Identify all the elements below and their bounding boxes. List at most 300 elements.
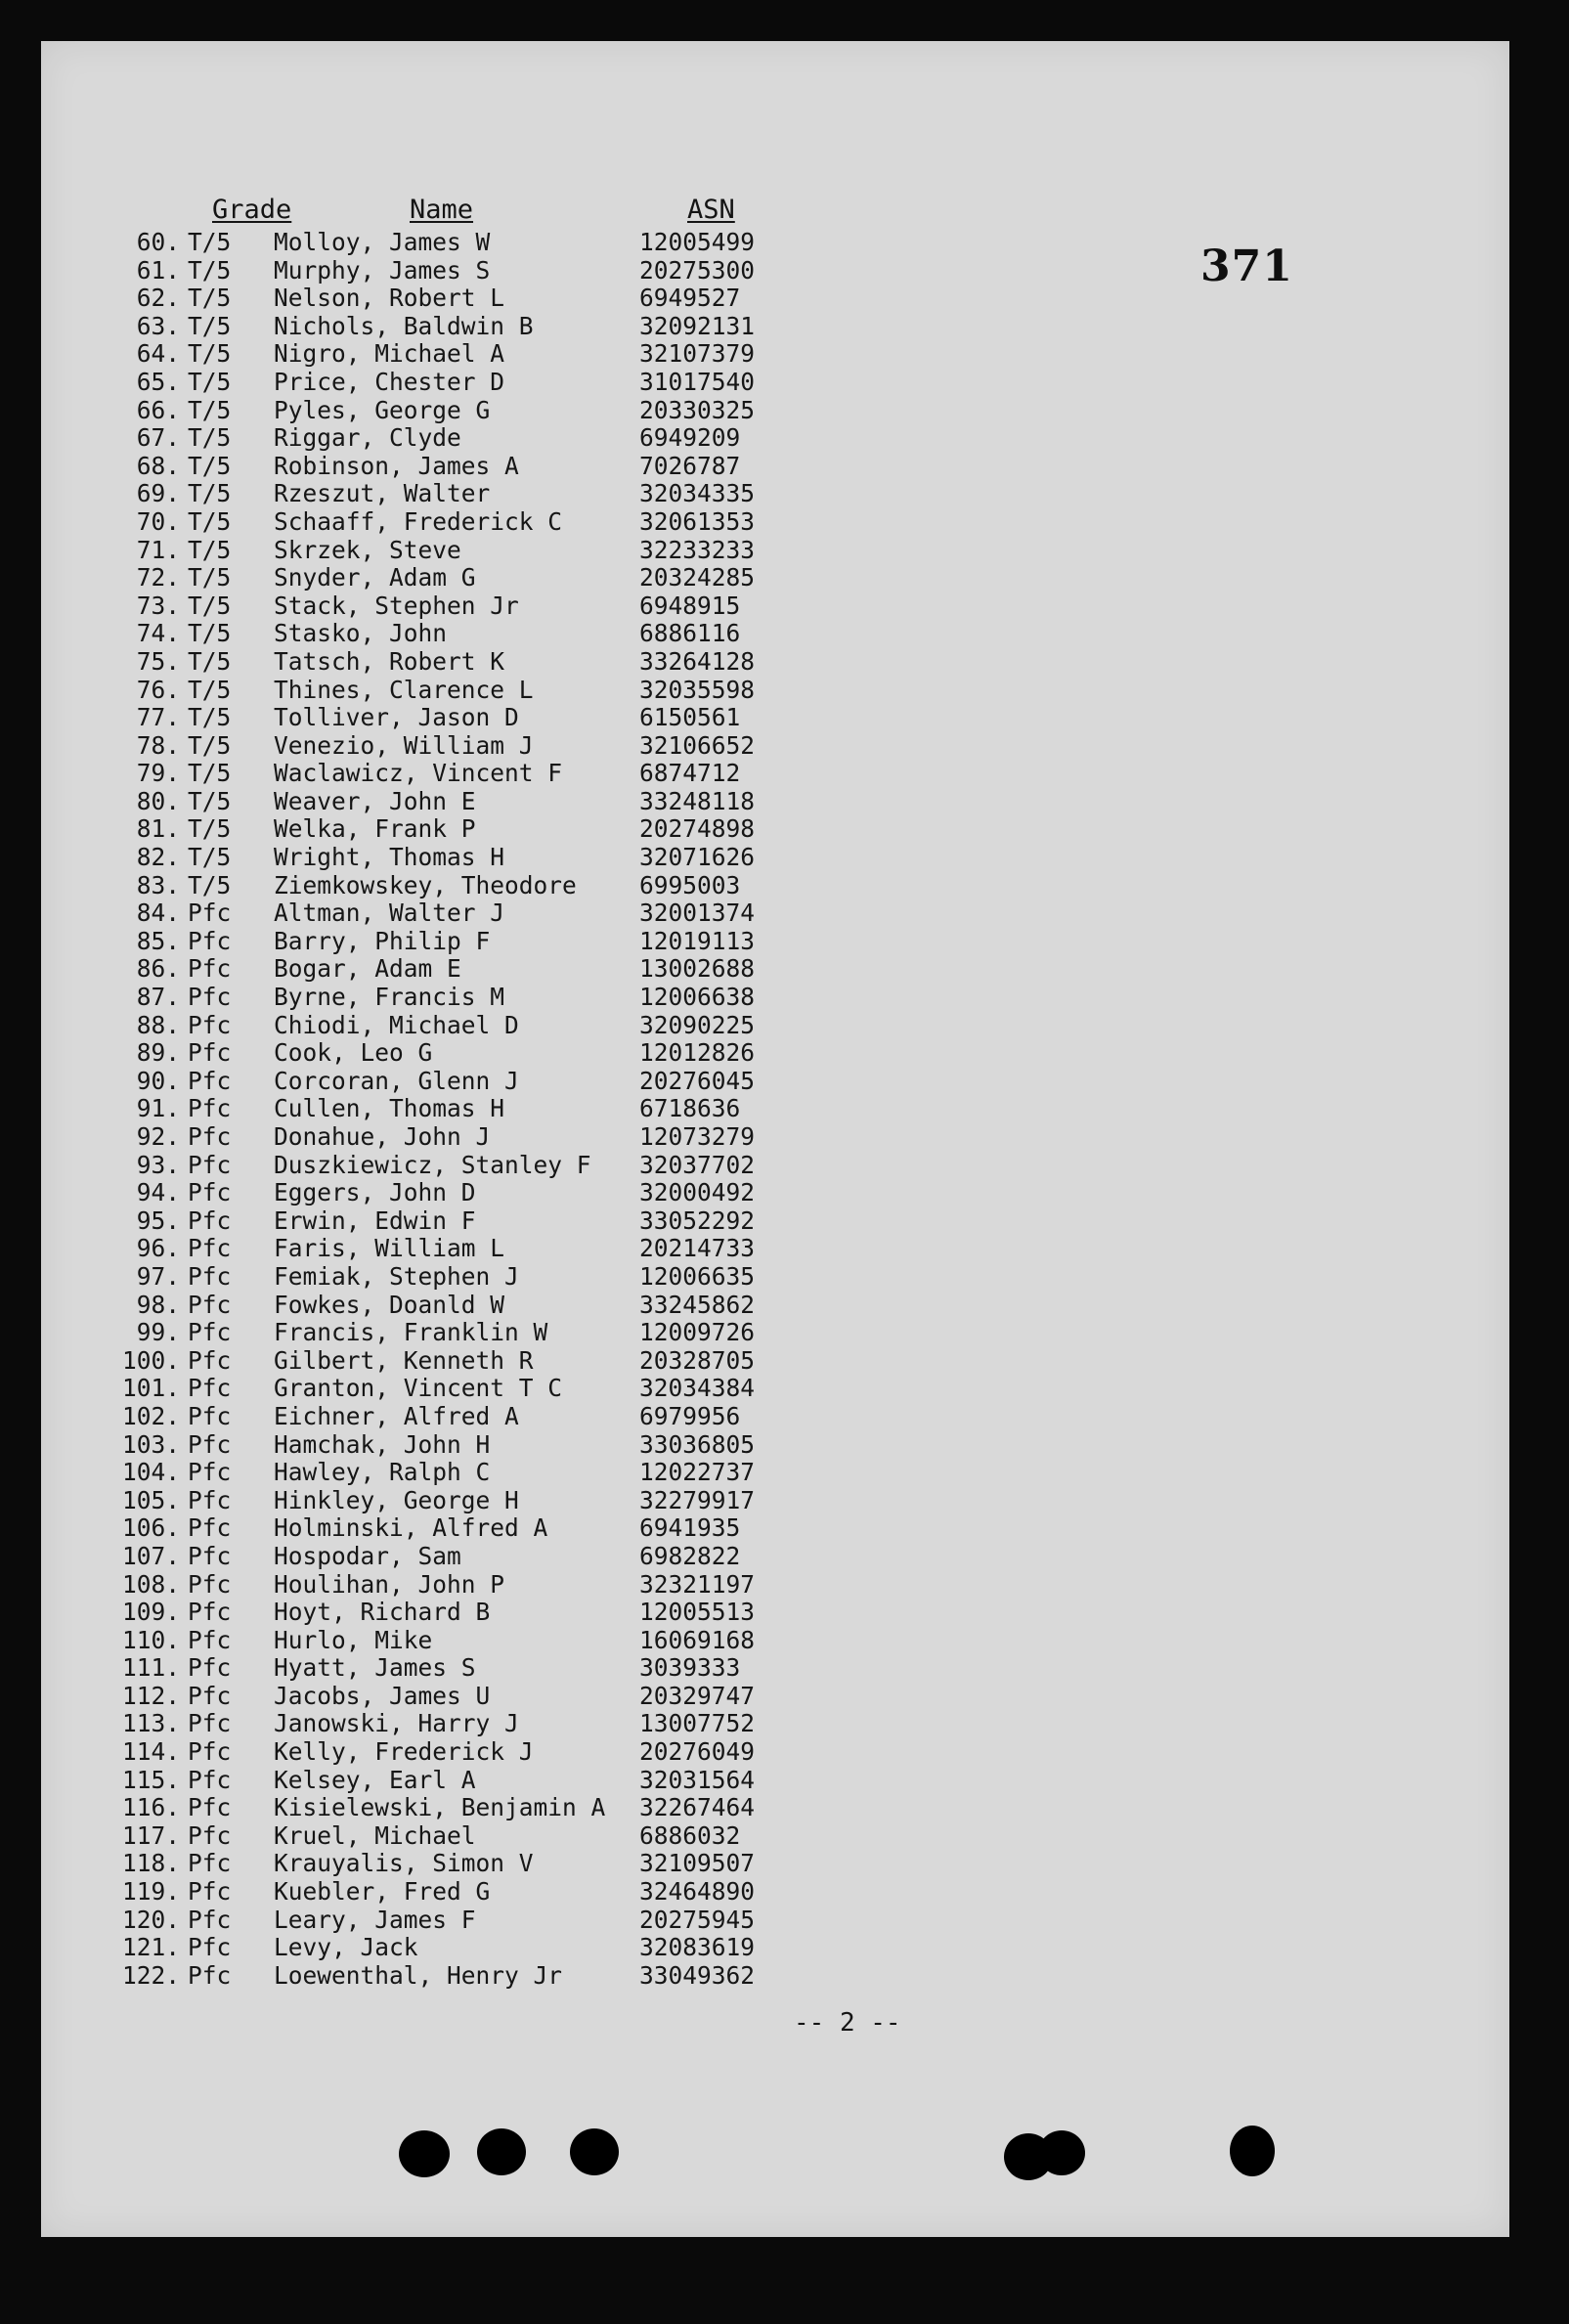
row-asn: 31017540 [639, 367, 756, 396]
row-number: 84. [136, 899, 180, 928]
row-asn: 6949209 [639, 423, 741, 453]
row-number: 110. [121, 1625, 180, 1654]
row-grade: Pfc [188, 1401, 232, 1430]
row-number: 107. [121, 1541, 180, 1570]
row-asn: 32035598 [639, 675, 756, 704]
row-number: 102. [121, 1401, 180, 1430]
roster-row [41, 1207, 882, 1236]
row-name: Welka, Frank P [274, 814, 476, 844]
row-number: 74. [136, 619, 180, 648]
row-name: Hamchak, John H [274, 1429, 491, 1459]
row-number: 111. [121, 1653, 180, 1683]
row-number: 81. [136, 814, 180, 844]
row-name: Fowkes, Doanld W [274, 1290, 505, 1319]
row-asn: 6982822 [639, 1541, 741, 1570]
row-name: Murphy, James S [274, 255, 491, 285]
row-name: Wright, Thomas H [274, 843, 505, 872]
row-asn: 20214733 [639, 1234, 756, 1263]
row-number: 108. [121, 1569, 180, 1599]
punch-hole [399, 2130, 450, 2177]
row-grade: Pfc [188, 1290, 232, 1319]
row-asn: 6949527 [639, 284, 741, 313]
row-grade: T/5 [188, 870, 232, 899]
row-number: 61. [136, 255, 180, 285]
row-number: 77. [136, 703, 180, 732]
row-name: Venezio, William J [274, 730, 534, 760]
row-name: Bogar, Adam E [274, 954, 461, 984]
row-name: Robinson, James A [274, 451, 519, 480]
roster-row [41, 592, 882, 621]
row-name: Nelson, Robert L [274, 284, 505, 313]
row-number: 93. [136, 1150, 180, 1179]
row-grade: T/5 [188, 339, 232, 369]
row-grade: Pfc [188, 1709, 232, 1738]
row-number: 71. [136, 535, 180, 564]
roster-row [41, 1822, 882, 1851]
row-grade: T/5 [188, 703, 232, 732]
row-grade: Pfc [188, 1010, 232, 1039]
row-asn: 20275945 [639, 1905, 756, 1934]
row-number: 89. [136, 1038, 180, 1068]
row-asn: 12022737 [639, 1458, 756, 1487]
asn-header: ASN [687, 195, 735, 225]
row-grade: Pfc [188, 1429, 232, 1459]
row-grade: Pfc [188, 1261, 232, 1291]
row-asn: 32107379 [639, 339, 756, 369]
row-number: 103. [121, 1429, 180, 1459]
roster-row [41, 369, 882, 397]
row-grade: Pfc [188, 1374, 232, 1403]
row-grade: T/5 [188, 423, 232, 453]
row-name: Chiodi, Michael D [274, 1010, 519, 1039]
roster-row [41, 1767, 882, 1795]
row-grade: T/5 [188, 451, 232, 480]
row-number: 118. [121, 1849, 180, 1878]
row-name: Altman, Walter J [274, 899, 505, 928]
row-name: Stasko, John [274, 619, 448, 648]
row-asn: 12006635 [639, 1261, 756, 1291]
row-grade: T/5 [188, 395, 232, 424]
row-asn: 32092131 [639, 311, 756, 340]
row-number: 98. [136, 1290, 180, 1319]
row-name: Thines, Clarence L [274, 675, 534, 704]
row-asn: 20276045 [639, 1066, 756, 1095]
row-number: 112. [121, 1681, 180, 1710]
row-name: Levy, Jack [274, 1933, 418, 1962]
row-name: Janowski, Harry J [274, 1709, 519, 1738]
row-name: Kelly, Frederick J [274, 1737, 534, 1767]
row-name: Francis, Franklin W [274, 1318, 548, 1347]
row-asn: 33049362 [639, 1960, 756, 1990]
row-asn: 32034384 [639, 1374, 756, 1403]
row-name: Houlihan, John P [274, 1569, 505, 1599]
row-grade: Pfc [188, 1849, 232, 1878]
row-asn: 20274898 [639, 814, 756, 844]
row-name: Holminski, Alfred A [274, 1513, 548, 1543]
row-name: Cullen, Thomas H [274, 1094, 505, 1123]
row-number: 60. [136, 228, 180, 256]
roster-row [41, 257, 882, 285]
roster-row [41, 1878, 882, 1907]
roster-row [41, 424, 882, 453]
roster-row [41, 1794, 882, 1822]
roster-row [41, 815, 882, 844]
row-name: Gilbert, Kenneth R [274, 1345, 534, 1375]
row-name: Byrne, Francis M [274, 983, 505, 1012]
row-number: 105. [121, 1485, 180, 1514]
row-number: 80. [136, 786, 180, 815]
row-number: 62. [136, 284, 180, 313]
roster-row [41, 788, 882, 816]
row-name: Loewenthal, Henry Jr [274, 1960, 563, 1990]
row-grade: Pfc [188, 1094, 232, 1123]
row-name: Tolliver, Jason D [274, 703, 519, 732]
row-name: Schaaff, Frederick C [274, 506, 563, 536]
roster-row [41, 620, 882, 648]
row-asn: 20324285 [639, 563, 756, 592]
row-asn: 20330325 [639, 395, 756, 424]
roster-row [41, 1907, 882, 1935]
row-asn: 33036805 [639, 1429, 756, 1459]
row-asn: 32000492 [639, 1178, 756, 1207]
row-number: 64. [136, 339, 180, 369]
row-number: 114. [121, 1737, 180, 1767]
row-name: Weaver, John E [274, 786, 476, 815]
row-name: Erwin, Edwin F [274, 1206, 476, 1235]
row-name: Price, Chester D [274, 367, 505, 396]
row-name: Eggers, John D [274, 1178, 476, 1207]
roster-row [41, 955, 882, 984]
row-grade: T/5 [188, 563, 232, 592]
row-asn: 32061353 [639, 506, 756, 536]
row-number: 104. [121, 1458, 180, 1487]
row-number: 113. [121, 1709, 180, 1738]
row-asn: 12009726 [639, 1318, 756, 1347]
row-asn: 32233233 [639, 535, 756, 564]
row-number: 82. [136, 843, 180, 872]
row-grade: Pfc [188, 1122, 232, 1151]
row-asn: 32279917 [639, 1485, 756, 1514]
punch-hole [1230, 2126, 1275, 2176]
row-grade: Pfc [188, 983, 232, 1012]
roster-row [41, 1962, 882, 1991]
row-name: Duszkiewicz, Stanley F [274, 1150, 591, 1179]
row-number: 75. [136, 646, 180, 676]
row-number: 117. [121, 1820, 180, 1850]
row-name: Molloy, James W [274, 228, 491, 256]
row-grade: Pfc [188, 1765, 232, 1794]
punch-hole [477, 2128, 526, 2175]
row-name: Cook, Leo G [274, 1038, 433, 1068]
roster-row [41, 1654, 882, 1683]
roster-row [41, 1599, 882, 1627]
row-name: Stack, Stephen Jr [274, 591, 519, 620]
row-asn: 32034335 [639, 479, 756, 508]
row-grade: T/5 [188, 228, 232, 256]
roster-row [41, 1683, 882, 1711]
footer-page-number: -- 2 -- [794, 2008, 901, 2038]
row-name: Waclawicz, Vincent F [274, 759, 563, 788]
row-grade: T/5 [188, 284, 232, 313]
roster-row [41, 984, 882, 1012]
row-asn: 12019113 [639, 926, 756, 955]
row-grade: T/5 [188, 479, 232, 508]
row-grade: Pfc [188, 1681, 232, 1710]
row-grade: Pfc [188, 1960, 232, 1990]
row-grade: Pfc [188, 1318, 232, 1347]
row-grade: Pfc [188, 1485, 232, 1514]
roster-row [41, 899, 882, 928]
row-asn: 7026787 [639, 451, 741, 480]
row-asn: 6995003 [639, 870, 741, 899]
roster-row [41, 1403, 882, 1431]
row-grade: T/5 [188, 506, 232, 536]
row-name: Nigro, Michael A [274, 339, 505, 369]
row-number: 115. [121, 1765, 180, 1794]
row-grade: T/5 [188, 730, 232, 760]
row-number: 116. [121, 1793, 180, 1822]
row-name: Hawley, Ralph C [274, 1458, 491, 1487]
row-asn: 6718636 [639, 1094, 741, 1123]
row-number: 119. [121, 1877, 180, 1907]
roster-row [41, 648, 882, 677]
row-asn: 20328705 [639, 1345, 756, 1375]
row-number: 92. [136, 1122, 180, 1151]
row-grade: Pfc [188, 899, 232, 928]
row-name: Pyles, George G [274, 395, 491, 424]
row-asn: 12012826 [639, 1038, 756, 1068]
row-grade: Pfc [188, 1598, 232, 1627]
row-number: 97. [136, 1261, 180, 1291]
row-grade: Pfc [188, 1793, 232, 1822]
row-number: 91. [136, 1094, 180, 1123]
roster-row [41, 313, 882, 341]
row-asn: 32037702 [639, 1150, 756, 1179]
row-grade: Pfc [188, 954, 232, 984]
row-grade: T/5 [188, 311, 232, 340]
row-name: Hoyt, Richard B [274, 1598, 491, 1627]
row-number: 73. [136, 591, 180, 620]
row-asn: 6941935 [639, 1513, 741, 1543]
roster-row [41, 1738, 882, 1767]
row-name: Krauyalis, Simon V [274, 1849, 534, 1878]
roster-row [41, 1514, 882, 1543]
page-number: 371 [1200, 241, 1293, 291]
row-name: Granton, Vincent T C [274, 1374, 563, 1403]
roster-row [41, 1123, 882, 1152]
row-grade: Pfc [188, 1877, 232, 1907]
roster-row [41, 340, 882, 369]
roster-row [41, 844, 882, 872]
row-name: Rzeszut, Walter [274, 479, 491, 508]
row-grade: T/5 [188, 535, 232, 564]
roster-row [41, 229, 882, 257]
row-number: 72. [136, 563, 180, 592]
row-name: Jacobs, James U [274, 1681, 491, 1710]
row-asn: 32321197 [639, 1569, 756, 1599]
row-asn: 32267464 [639, 1793, 756, 1822]
row-asn: 16069168 [639, 1625, 756, 1654]
roster-row [41, 677, 882, 705]
roster-row [41, 1347, 882, 1376]
row-grade: T/5 [188, 675, 232, 704]
row-asn: 12005513 [639, 1598, 756, 1627]
roster-row [41, 564, 882, 592]
row-grade: Pfc [188, 1569, 232, 1599]
roster-row [41, 732, 882, 761]
row-grade: T/5 [188, 646, 232, 676]
row-name: Skrzek, Steve [274, 535, 461, 564]
roster-row [41, 1543, 882, 1571]
row-asn: 6150561 [639, 703, 741, 732]
row-asn: 20276049 [639, 1737, 756, 1767]
row-number: 120. [121, 1905, 180, 1934]
row-name: Hospodar, Sam [274, 1541, 461, 1570]
row-grade: Pfc [188, 1345, 232, 1375]
row-name: Hinkley, George H [274, 1485, 519, 1514]
row-asn: 33052292 [639, 1206, 756, 1235]
roster-row [41, 1375, 882, 1403]
row-name: Donahue, John J [274, 1122, 491, 1151]
row-name: Hyatt, James S [274, 1653, 476, 1683]
name-header: Name [410, 195, 474, 225]
row-asn: 6948915 [639, 591, 741, 620]
row-asn: 32071626 [639, 843, 756, 872]
row-number: 70. [136, 506, 180, 536]
row-name: Tatsch, Robert K [274, 646, 505, 676]
row-grade: Pfc [188, 1541, 232, 1570]
row-number: 86. [136, 954, 180, 984]
roster-row [41, 1095, 882, 1123]
row-asn: 32090225 [639, 1010, 756, 1039]
roster-row [41, 1934, 882, 1962]
row-asn: 32464890 [639, 1877, 756, 1907]
row-name: Snyder, Adam G [274, 563, 476, 592]
row-grade: T/5 [188, 255, 232, 285]
row-grade: Pfc [188, 1038, 232, 1068]
row-asn: 32031564 [639, 1765, 756, 1794]
row-grade: Pfc [188, 1234, 232, 1263]
roster-row [41, 285, 882, 313]
roster-row [41, 760, 882, 788]
row-asn: 32106652 [639, 730, 756, 760]
roster-row [41, 1710, 882, 1738]
row-asn: 32083619 [639, 1933, 756, 1962]
row-name: Kruel, Michael [274, 1820, 476, 1850]
roster-row [41, 480, 882, 508]
row-name: Femiak, Stephen J [274, 1261, 519, 1291]
row-grade: T/5 [188, 619, 232, 648]
row-number: 90. [136, 1066, 180, 1095]
punch-hole [570, 2128, 619, 2175]
row-name: Riggar, Clyde [274, 423, 461, 453]
row-grade: Pfc [188, 1625, 232, 1654]
row-asn: 32001374 [639, 899, 756, 928]
row-asn: 13002688 [639, 954, 756, 984]
row-number: 66. [136, 395, 180, 424]
punch-hole [1038, 2130, 1085, 2175]
row-name: Barry, Philip F [274, 926, 491, 955]
document-page [41, 41, 1509, 2237]
row-number: 78. [136, 730, 180, 760]
row-asn: 20329747 [639, 1681, 756, 1710]
row-name: Ziemkowskey, Theodore [274, 870, 577, 899]
row-grade: Pfc [188, 1653, 232, 1683]
row-number: 87. [136, 983, 180, 1012]
roster-row [41, 1263, 882, 1292]
row-asn: 3039333 [639, 1653, 741, 1683]
row-grade: T/5 [188, 814, 232, 844]
row-name: Eichner, Alfred A [274, 1401, 519, 1430]
row-name: Leary, James F [274, 1905, 476, 1934]
row-grade: Pfc [188, 1178, 232, 1207]
row-name: Kuebler, Fred G [274, 1877, 491, 1907]
roster-row [41, 1571, 882, 1600]
roster-row [41, 537, 882, 565]
row-number: 67. [136, 423, 180, 453]
row-grade: Pfc [188, 926, 232, 955]
row-grade: Pfc [188, 1066, 232, 1095]
row-grade: T/5 [188, 843, 232, 872]
row-number: 95. [136, 1206, 180, 1235]
row-name: Kelsey, Earl A [274, 1765, 476, 1794]
row-number: 79. [136, 759, 180, 788]
roster-row [41, 928, 882, 956]
roster-row [41, 1319, 882, 1347]
roster-row [41, 508, 882, 537]
roster-row [41, 1850, 882, 1878]
row-number: 122. [121, 1960, 180, 1990]
row-grade: Pfc [188, 1150, 232, 1179]
row-number: 101. [121, 1374, 180, 1403]
row-grade: Pfc [188, 1820, 232, 1850]
roster-row [41, 1152, 882, 1180]
roster-row [41, 704, 882, 732]
roster-row [41, 1431, 882, 1460]
row-grade: Pfc [188, 1513, 232, 1543]
row-number: 83. [136, 870, 180, 899]
row-asn: 6874712 [639, 759, 741, 788]
row-grade: T/5 [188, 759, 232, 788]
row-asn: 33245862 [639, 1290, 756, 1319]
row-asn: 12073279 [639, 1122, 756, 1151]
row-number: 121. [121, 1933, 180, 1962]
row-name: Hurlo, Mike [274, 1625, 433, 1654]
row-asn: 13007752 [639, 1709, 756, 1738]
row-number: 63. [136, 311, 180, 340]
row-asn: 6886032 [639, 1820, 741, 1850]
row-asn: 6979956 [639, 1401, 741, 1430]
row-name: Faris, William L [274, 1234, 505, 1263]
row-number: 69. [136, 479, 180, 508]
row-name: Nichols, Baldwin B [274, 311, 534, 340]
row-number: 106. [121, 1513, 180, 1543]
row-grade: Pfc [188, 1458, 232, 1487]
roster-row [41, 1235, 882, 1263]
row-grade: T/5 [188, 367, 232, 396]
row-number: 96. [136, 1234, 180, 1263]
roster-row [41, 1179, 882, 1207]
roster-list [41, 229, 882, 1990]
row-asn: 32109507 [639, 1849, 756, 1878]
row-grade: Pfc [188, 1905, 232, 1934]
row-number: 65. [136, 367, 180, 396]
row-number: 109. [121, 1598, 180, 1627]
row-asn: 12006638 [639, 983, 756, 1012]
row-grade: Pfc [188, 1206, 232, 1235]
roster-row [41, 1627, 882, 1655]
row-number: 88. [136, 1010, 180, 1039]
